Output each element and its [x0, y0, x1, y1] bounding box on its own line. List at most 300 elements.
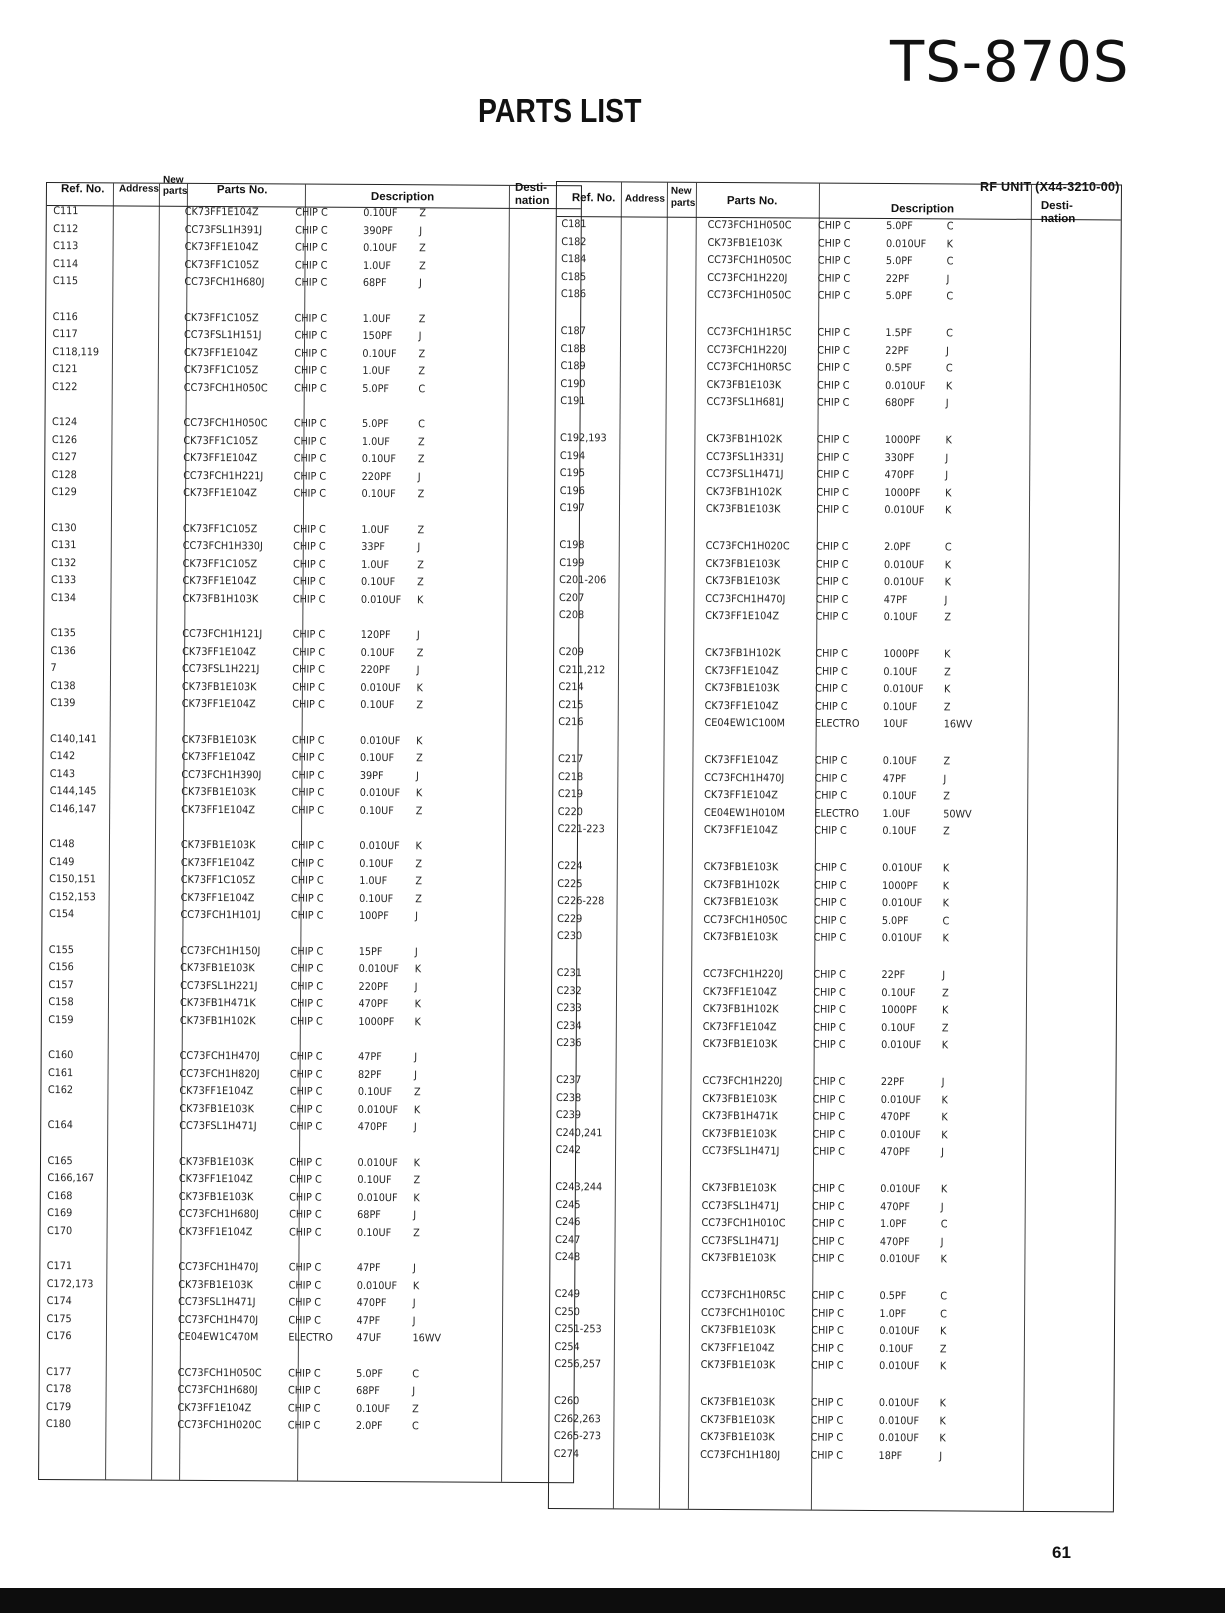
description-tolerance-cell: K — [414, 998, 421, 1011]
description-tolerance-cell: Z — [939, 1343, 947, 1356]
description-type-cell: CHIP C — [815, 647, 848, 660]
description-type-cell: CHIP C — [290, 945, 324, 958]
ref-no-cell: C208 — [558, 609, 585, 622]
parts-no-cell: CK73FF1C105Z — [184, 258, 259, 272]
description-tolerance-cell: J — [419, 224, 423, 237]
description-type-cell: CHIP C — [288, 1296, 322, 1309]
description-tolerance-cell: J — [416, 629, 420, 642]
ref-no-cell: C132 — [51, 556, 77, 569]
parts-no-cell: CK73FF1E104Z — [704, 753, 779, 767]
header-parts-no: Parts No. — [726, 195, 778, 208]
parts-no-cell: CK73FB1H102K — [179, 1014, 256, 1028]
description-type-cell: CHIP C — [294, 312, 328, 325]
description-type-cell: CHIP C — [817, 361, 850, 374]
description-type-cell: CHIP C — [292, 575, 326, 589]
ref-no-cell: C188 — [560, 342, 586, 355]
parts-no-cell: CK73FF1E104Z — [180, 891, 255, 905]
parts-no-cell: CK73FB1H103K — [182, 592, 259, 606]
description-value-cell: 0.010UF — [878, 1432, 920, 1445]
description-tolerance-cell: K — [939, 1414, 946, 1427]
header-new: New — [162, 174, 184, 186]
ref-no-cell: C131 — [51, 539, 77, 552]
header-destination-1: Desti- — [514, 181, 547, 195]
table-row — [44, 697, 535, 718]
description-value-cell: 47PF — [883, 593, 908, 606]
parts-no-cell: CC73FSL1H681J — [706, 396, 784, 409]
description-value-cell: 470PF — [880, 1200, 910, 1213]
ref-no-cell: C126 — [51, 433, 78, 446]
description-tolerance-cell: J — [417, 471, 421, 484]
description-tolerance-cell: Z — [416, 752, 423, 765]
description-value-cell: 1.0UF — [362, 259, 392, 272]
ref-no-cell: C239 — [555, 1109, 582, 1122]
description-value-cell: 22PF — [885, 272, 910, 285]
description-type-cell: CHIP C — [816, 468, 850, 481]
ref-no-cell: C162 — [47, 1084, 74, 1097]
parts-no-cell: CK73FB1H102K — [704, 646, 781, 660]
description-type-cell: CHIP C — [294, 241, 328, 254]
parts-no-cell: CK73FF1E104Z — [181, 803, 256, 817]
description-type-cell: CHIP C — [287, 1419, 321, 1432]
ref-no-cell: C113 — [53, 240, 79, 253]
parts-no-cell: CK73FF1E104Z — [183, 487, 257, 500]
description-value-cell: 0.10UF — [359, 752, 395, 765]
header-ref-no: Ref. No. — [60, 183, 105, 196]
ref-no-cell: C178 — [46, 1383, 72, 1396]
description-value-cell: 0.5PF — [879, 1289, 907, 1303]
description-tolerance-cell: C — [946, 255, 954, 268]
description-tolerance-cell: K — [943, 683, 951, 696]
description-type-cell: CHIP C — [812, 1038, 846, 1052]
description-tolerance-cell: Z — [415, 857, 423, 870]
description-value-cell: 0.010UF — [884, 504, 925, 517]
header-address: Address — [624, 193, 665, 205]
description-value-cell: 2.0PF — [884, 541, 911, 554]
description-type-cell: CHIP C — [814, 754, 848, 767]
table-row — [550, 1358, 1069, 1379]
description-type-cell: CHIP C — [293, 540, 326, 553]
description-type-cell: CHIP C — [813, 1003, 846, 1016]
description-type-cell: CHIP C — [292, 681, 325, 694]
ref-no-cell: C177 — [46, 1365, 72, 1378]
description-tolerance-cell: Z — [413, 1174, 421, 1187]
description-value-cell: 470PF — [356, 1297, 387, 1310]
description-value-cell: 1000PF — [882, 879, 919, 892]
description-type-cell: CHIP C — [290, 1015, 323, 1028]
description-type-cell: CHIP C — [815, 575, 849, 588]
parts-no-cell: CC73FCH1H050C — [183, 416, 268, 430]
ref-no-cell: C171 — [46, 1260, 73, 1273]
description-value-cell: 0.010UF — [880, 1093, 922, 1106]
description-type-cell: CHIP C — [817, 254, 851, 267]
description-value-cell: 0.10UF — [883, 700, 918, 714]
description-type-cell: CHIP C — [816, 503, 849, 517]
unit-label: RF UNIT (X44-3210-00) — [980, 180, 1120, 194]
table-row — [43, 803, 534, 824]
ref-no-cell: C175 — [46, 1312, 72, 1325]
parts-no-cell: CK73FB1E103K — [179, 1102, 254, 1116]
row-group — [555, 432, 1119, 517]
description-type-cell: CHIP C — [810, 1431, 844, 1444]
description-value-cell: 0.10UF — [363, 242, 398, 255]
description-type-cell: CHIP C — [291, 839, 324, 852]
description-value-cell: 5.0PF — [886, 220, 913, 233]
description-tolerance-cell: 16WV — [943, 718, 973, 731]
table-row — [553, 823, 1072, 844]
description-type-cell: ELECTRO — [814, 717, 860, 731]
parts-no-cell: CK73FF1E104Z — [177, 1401, 252, 1414]
parts-no-cell: CK73FB1H102K — [702, 1003, 779, 1016]
description-tolerance-cell: J — [418, 277, 422, 290]
ref-no-cell: C146,147 — [49, 802, 97, 816]
description-type-cell: CHIP C — [816, 486, 849, 499]
description-value-cell: 0.10UF — [361, 488, 396, 501]
ref-no-cell: C196 — [559, 484, 585, 497]
ref-no-cell: C114 — [52, 257, 79, 270]
description-tolerance-cell: K — [944, 576, 952, 589]
description-tolerance-cell: Z — [943, 790, 950, 803]
description-value-cell: 0.010UF — [356, 1279, 398, 1292]
description-value-cell: 1.0PF — [879, 1307, 907, 1320]
description-type-cell: CHIP C — [288, 1314, 321, 1327]
parts-no-cell: CK73FB1H102K — [705, 485, 782, 499]
description-type-cell: CHIP C — [287, 1402, 321, 1415]
description-value-cell: 0.010UF — [360, 593, 402, 607]
parts-no-cell: CC73FSL1H471J — [701, 1145, 780, 1158]
parts-no-cell: CK73FB1E103K — [707, 236, 783, 249]
description-type-cell: CHIP C — [292, 593, 326, 606]
description-tolerance-cell: Z — [419, 207, 427, 220]
description-type-cell: CHIP C — [813, 914, 847, 927]
description-type-cell: CHIP C — [815, 558, 849, 571]
description-type-cell: CHIP C — [811, 1200, 845, 1213]
ref-no-cell: C181 — [561, 218, 587, 231]
parts-no-cell: CC73FCH1H470J — [178, 1313, 259, 1327]
description-tolerance-cell: J — [414, 980, 418, 993]
description-tolerance-cell: J — [939, 1450, 943, 1463]
parts-no-cell: CC73FCH1H680J — [178, 1208, 259, 1221]
description-tolerance-cell: Z — [942, 986, 949, 1000]
description-type-cell: CHIP C — [292, 646, 326, 659]
ref-no-cell: C236 — [556, 1037, 582, 1050]
parts-no-cell: CC73FSL1H151J — [184, 328, 262, 342]
ref-no-cell: C164 — [47, 1119, 73, 1132]
description-value-cell: 0.010UF — [360, 734, 401, 747]
description-type-cell: CHIP C — [814, 861, 847, 874]
ref-no-cell: C215 — [558, 698, 584, 711]
description-type-cell: CHIP C — [292, 628, 326, 641]
description-tolerance-cell: J — [412, 1262, 416, 1275]
row-group — [552, 967, 1116, 1052]
description-tolerance-cell: C — [412, 1367, 420, 1380]
table-row — [42, 1014, 533, 1035]
description-tolerance-cell: K — [416, 734, 423, 747]
ref-no-cell: C232 — [556, 984, 582, 997]
description-type-cell: CHIP C — [813, 1021, 846, 1034]
description-value-cell: 47PF — [882, 772, 907, 785]
parts-no-cell: CK73FB1E103K — [181, 786, 256, 799]
description-tolerance-cell: K — [415, 840, 422, 853]
ref-no-cell: C169 — [47, 1207, 73, 1220]
description-tolerance-cell: Z — [943, 755, 951, 768]
description-value-cell: 0.10UF — [882, 755, 917, 768]
header-ref-no: Ref. No. — [571, 192, 616, 205]
parts-no-cell: CK73FB1E103K — [700, 1431, 775, 1444]
description-value-cell: 0.010UF — [359, 839, 400, 853]
description-type-cell: CHIP C — [290, 980, 324, 993]
parts-no-cell: CK73FB1E103K — [700, 1359, 776, 1372]
ref-no-cell: C182 — [561, 235, 587, 248]
ref-no-cell: C117 — [52, 328, 78, 341]
description-tolerance-cell: J — [946, 344, 949, 357]
description-type-cell: CHIP C — [289, 1156, 322, 1169]
page-number: 61 — [1052, 1543, 1071, 1562]
parts-no-cell: CC73FCH1H010C — [700, 1306, 785, 1320]
description-type-cell: CHIP C — [290, 892, 324, 905]
parts-no-cell: CC73FCH1H050C — [703, 913, 788, 927]
description-value-cell: 1000PF — [884, 434, 921, 447]
description-tolerance-cell: K — [940, 1325, 947, 1338]
parts-no-cell: CC73FCH1H180J — [700, 1448, 781, 1462]
description-tolerance-cell: C — [940, 1290, 948, 1303]
ref-no-cell: C230 — [556, 930, 583, 943]
description-value-cell: 0.010UF — [883, 558, 925, 571]
description-tolerance-cell: Z — [416, 699, 424, 712]
description-value-cell: 22PF — [881, 969, 906, 982]
header-description: Description — [890, 203, 955, 216]
description-tolerance-cell: Z — [417, 453, 425, 466]
description-value-cell: 22PF — [880, 1076, 905, 1089]
description-tolerance-cell: C — [411, 1420, 419, 1433]
ref-no-cell: C240,241 — [555, 1126, 603, 1140]
ref-no-cell: C211,212 — [558, 663, 606, 676]
description-type-cell: CHIP C — [815, 700, 848, 713]
ref-no-cell: C256,257 — [554, 1358, 602, 1371]
header-description: Description — [370, 190, 435, 204]
description-type-cell: CHIP C — [290, 1050, 323, 1063]
description-tolerance-cell: Z — [414, 1086, 421, 1099]
row-group — [550, 1288, 1114, 1373]
description-type-cell: CHIP C — [816, 540, 849, 553]
parts-no-cell: CK73FB1E103K — [705, 575, 781, 588]
description-value-cell: 1.0UF — [361, 558, 390, 571]
parts-no-cell: CK73FB1E103K — [180, 838, 256, 852]
parts-no-cell: CC73FCH1H220J — [702, 1074, 783, 1088]
description-tolerance-cell: Z — [944, 611, 952, 624]
description-value-cell: 33PF — [361, 541, 385, 554]
parts-no-cell: CC73FSL1H471J — [178, 1296, 256, 1309]
parts-no-cell: CC73FCH1H470J — [704, 771, 785, 784]
description-tolerance-cell: K — [946, 237, 954, 251]
description-tolerance-cell: Z — [413, 1227, 420, 1240]
ref-no-cell: C156 — [48, 961, 74, 974]
parts-no-cell: CC73FCH1H010C — [701, 1217, 786, 1230]
table-row — [44, 592, 535, 613]
description-type-cell: CHIP C — [289, 1173, 322, 1186]
parts-no-cell: CC73FCH1H680J — [177, 1383, 258, 1397]
parts-no-cell: CK73FF1E104Z — [179, 1085, 254, 1098]
description-type-cell: CHIP C — [817, 237, 851, 250]
description-type-cell: CHIP C — [815, 665, 848, 678]
description-value-cell: 47PF — [356, 1314, 381, 1327]
description-type-cell: CHIP C — [294, 347, 327, 360]
description-tolerance-cell: Z — [417, 576, 424, 589]
description-value-cell: 0.10UF — [360, 646, 395, 659]
ref-no-cell: C242 — [555, 1144, 581, 1157]
description-type-cell: CHIP C — [816, 396, 850, 410]
parts-no-cell: CC73FCH1H330J — [182, 539, 263, 553]
parts-no-cell: CK73FB1E103K — [702, 1038, 778, 1051]
description-value-cell: 1000PF — [883, 648, 920, 661]
description-type-cell: CHIP C — [810, 1414, 844, 1427]
ref-no-cell: C148 — [49, 838, 75, 851]
description-tolerance-cell: J — [942, 969, 946, 982]
description-tolerance-cell: K — [415, 787, 423, 800]
description-type-cell: CHIP C — [291, 734, 325, 747]
description-value-cell: 1.0UF — [882, 807, 911, 820]
table-row — [41, 1119, 532, 1140]
description-type-cell: CHIP C — [813, 986, 846, 999]
ref-no-cell: C159 — [48, 1013, 74, 1027]
description-tolerance-cell: J — [944, 594, 948, 607]
description-value-cell: 5.0PF — [356, 1367, 383, 1380]
description-tolerance-cell: K — [941, 1039, 949, 1052]
description-value-cell: 15PF — [358, 945, 383, 958]
description-tolerance-cell: Z — [943, 825, 950, 838]
parts-no-cell: CC73FCH1H050C — [707, 218, 792, 232]
description-value-cell: 47PF — [356, 1261, 381, 1275]
description-tolerance-cell: 50WV — [943, 808, 972, 821]
description-value-cell: 0.010UF — [885, 237, 927, 250]
ref-no-cell: C186 — [560, 288, 587, 301]
description-tolerance-cell: J — [941, 1146, 945, 1159]
parts-no-cell: CK73FF1E104Z — [184, 205, 259, 219]
description-tolerance-cell: Z — [417, 435, 425, 448]
header-new: New — [670, 185, 692, 197]
description-tolerance-cell: Z — [944, 665, 951, 679]
description-value-cell: 5.0PF — [361, 417, 389, 431]
description-type-cell: CHIP C — [293, 435, 327, 448]
description-tolerance-cell: K — [944, 648, 951, 661]
description-value-cell: 0.10UF — [360, 699, 395, 712]
description-value-cell: 0.010UF — [878, 1396, 920, 1410]
parts-no-cell: CK73FF1C105Z — [184, 311, 259, 324]
parts-no-cell: CK73FB1E103K — [703, 931, 778, 944]
parts-no-cell: CK73FF1E104Z — [181, 750, 256, 764]
table-row — [46, 381, 537, 402]
description-value-cell: 5.0PF — [362, 382, 390, 395]
ref-no-cell: C174 — [46, 1295, 72, 1308]
description-tolerance-cell: K — [945, 487, 952, 500]
description-type-cell: CHIP C — [813, 931, 847, 945]
header-destination-1: Desti- — [1040, 199, 1073, 213]
ref-no-cell: C160 — [48, 1049, 74, 1062]
ref-no-cell: C134 — [50, 591, 77, 605]
parts-no-cell: CC73FCH1H820J — [179, 1067, 260, 1080]
description-value-cell: 0.010UF — [883, 576, 925, 589]
description-tolerance-cell: Z — [417, 558, 424, 572]
ref-no-cell: C130 — [51, 521, 77, 534]
description-type-cell: CHIP C — [816, 433, 850, 446]
ref-no-cell: C128 — [51, 468, 77, 481]
description-value-cell: 1.0PF — [879, 1218, 907, 1231]
description-value-cell: 1000PF — [881, 1004, 918, 1017]
parts-no-cell: CK73FB1H102K — [706, 432, 783, 446]
parts-no-cell: CK73FB1H102K — [703, 878, 780, 891]
description-value-cell: 0.10UF — [359, 804, 394, 818]
description-tolerance-cell: Z — [943, 701, 951, 714]
header-destination-2: nation — [514, 194, 550, 208]
description-tolerance-cell: J — [412, 1297, 416, 1310]
description-value-cell: 1.0UF — [361, 523, 390, 536]
ref-no-cell: C234 — [556, 1019, 582, 1032]
description-type-cell: CHIP C — [812, 1145, 845, 1159]
description-type-cell: CHIP C — [816, 451, 850, 464]
parts-no-cell: CK73FB1E103K — [701, 1252, 776, 1265]
description-value-cell: 0.010UF — [357, 1103, 399, 1116]
ref-no-cell: C116 — [52, 310, 78, 323]
parts-no-cell: CK73FF1E104Z — [182, 645, 256, 658]
parts-no-cell: CK73FB1E103K — [178, 1155, 254, 1168]
description-value-cell: 0.010UF — [880, 1128, 921, 1142]
description-type-cell: CHIP C — [293, 452, 327, 465]
description-value-cell: 5.0PF — [885, 290, 913, 303]
description-tolerance-cell: Z — [418, 365, 426, 378]
description-tolerance-cell: Z — [415, 805, 423, 818]
parts-no-cell: CK73FB1E103K — [700, 1395, 776, 1409]
ref-no-cell: C218 — [557, 770, 584, 783]
description-type-cell: CHIP C — [816, 379, 850, 392]
description-value-cell: 0.10UF — [357, 1174, 392, 1187]
description-type-cell: CHIP C — [287, 1384, 321, 1397]
ref-no-cell: C111 — [53, 205, 79, 218]
ref-no-cell: C168 — [47, 1189, 73, 1202]
parts-no-cell: CC73FCH1H221J — [183, 469, 264, 483]
description-tolerance-cell: J — [945, 469, 949, 482]
description-value-cell: 10UF — [883, 718, 909, 731]
description-type-cell: CHIP C — [812, 1110, 846, 1123]
ref-no-cell: C216 — [558, 716, 584, 729]
description-type-cell: CHIP C — [293, 417, 327, 430]
description-tolerance-cell: C — [940, 1218, 948, 1231]
description-type-cell: CHIP C — [288, 1226, 322, 1239]
description-value-cell: 330PF — [884, 451, 915, 464]
description-value-cell: 0.010UF — [879, 1360, 920, 1373]
parts-no-cell: CK73FF1E104Z — [181, 698, 256, 711]
description-value-cell: 1.0UF — [362, 365, 391, 378]
description-value-cell: 0.010UF — [878, 1414, 920, 1427]
description-tolerance-cell: K — [941, 1004, 949, 1017]
parts-no-cell: CK73FB1E103K — [181, 733, 257, 746]
description-tolerance-cell: J — [413, 1121, 417, 1134]
ref-no-cell: C180 — [45, 1418, 72, 1431]
ref-no-cell: C221-223 — [557, 823, 605, 836]
description-type-cell: CHIP C — [812, 1075, 846, 1088]
table-row — [554, 609, 1073, 630]
row-group — [550, 1395, 1114, 1463]
description-value-cell: 18PF — [878, 1449, 903, 1462]
ref-no-cell: C161 — [47, 1066, 74, 1079]
row-group — [554, 753, 1118, 838]
table-row — [46, 275, 537, 296]
parts-no-cell: CC73FCH1H470J — [705, 592, 786, 606]
description-tolerance-cell: J — [415, 769, 419, 782]
description-type-cell: CHIP C — [817, 272, 851, 285]
parts-no-cell: CK73FF1E104Z — [184, 241, 259, 254]
description-type-cell: CHIP C — [812, 1182, 845, 1195]
parts-no-cell: CK73FF1E104Z — [182, 575, 257, 588]
description-type-cell: CHIP C — [812, 1093, 846, 1106]
